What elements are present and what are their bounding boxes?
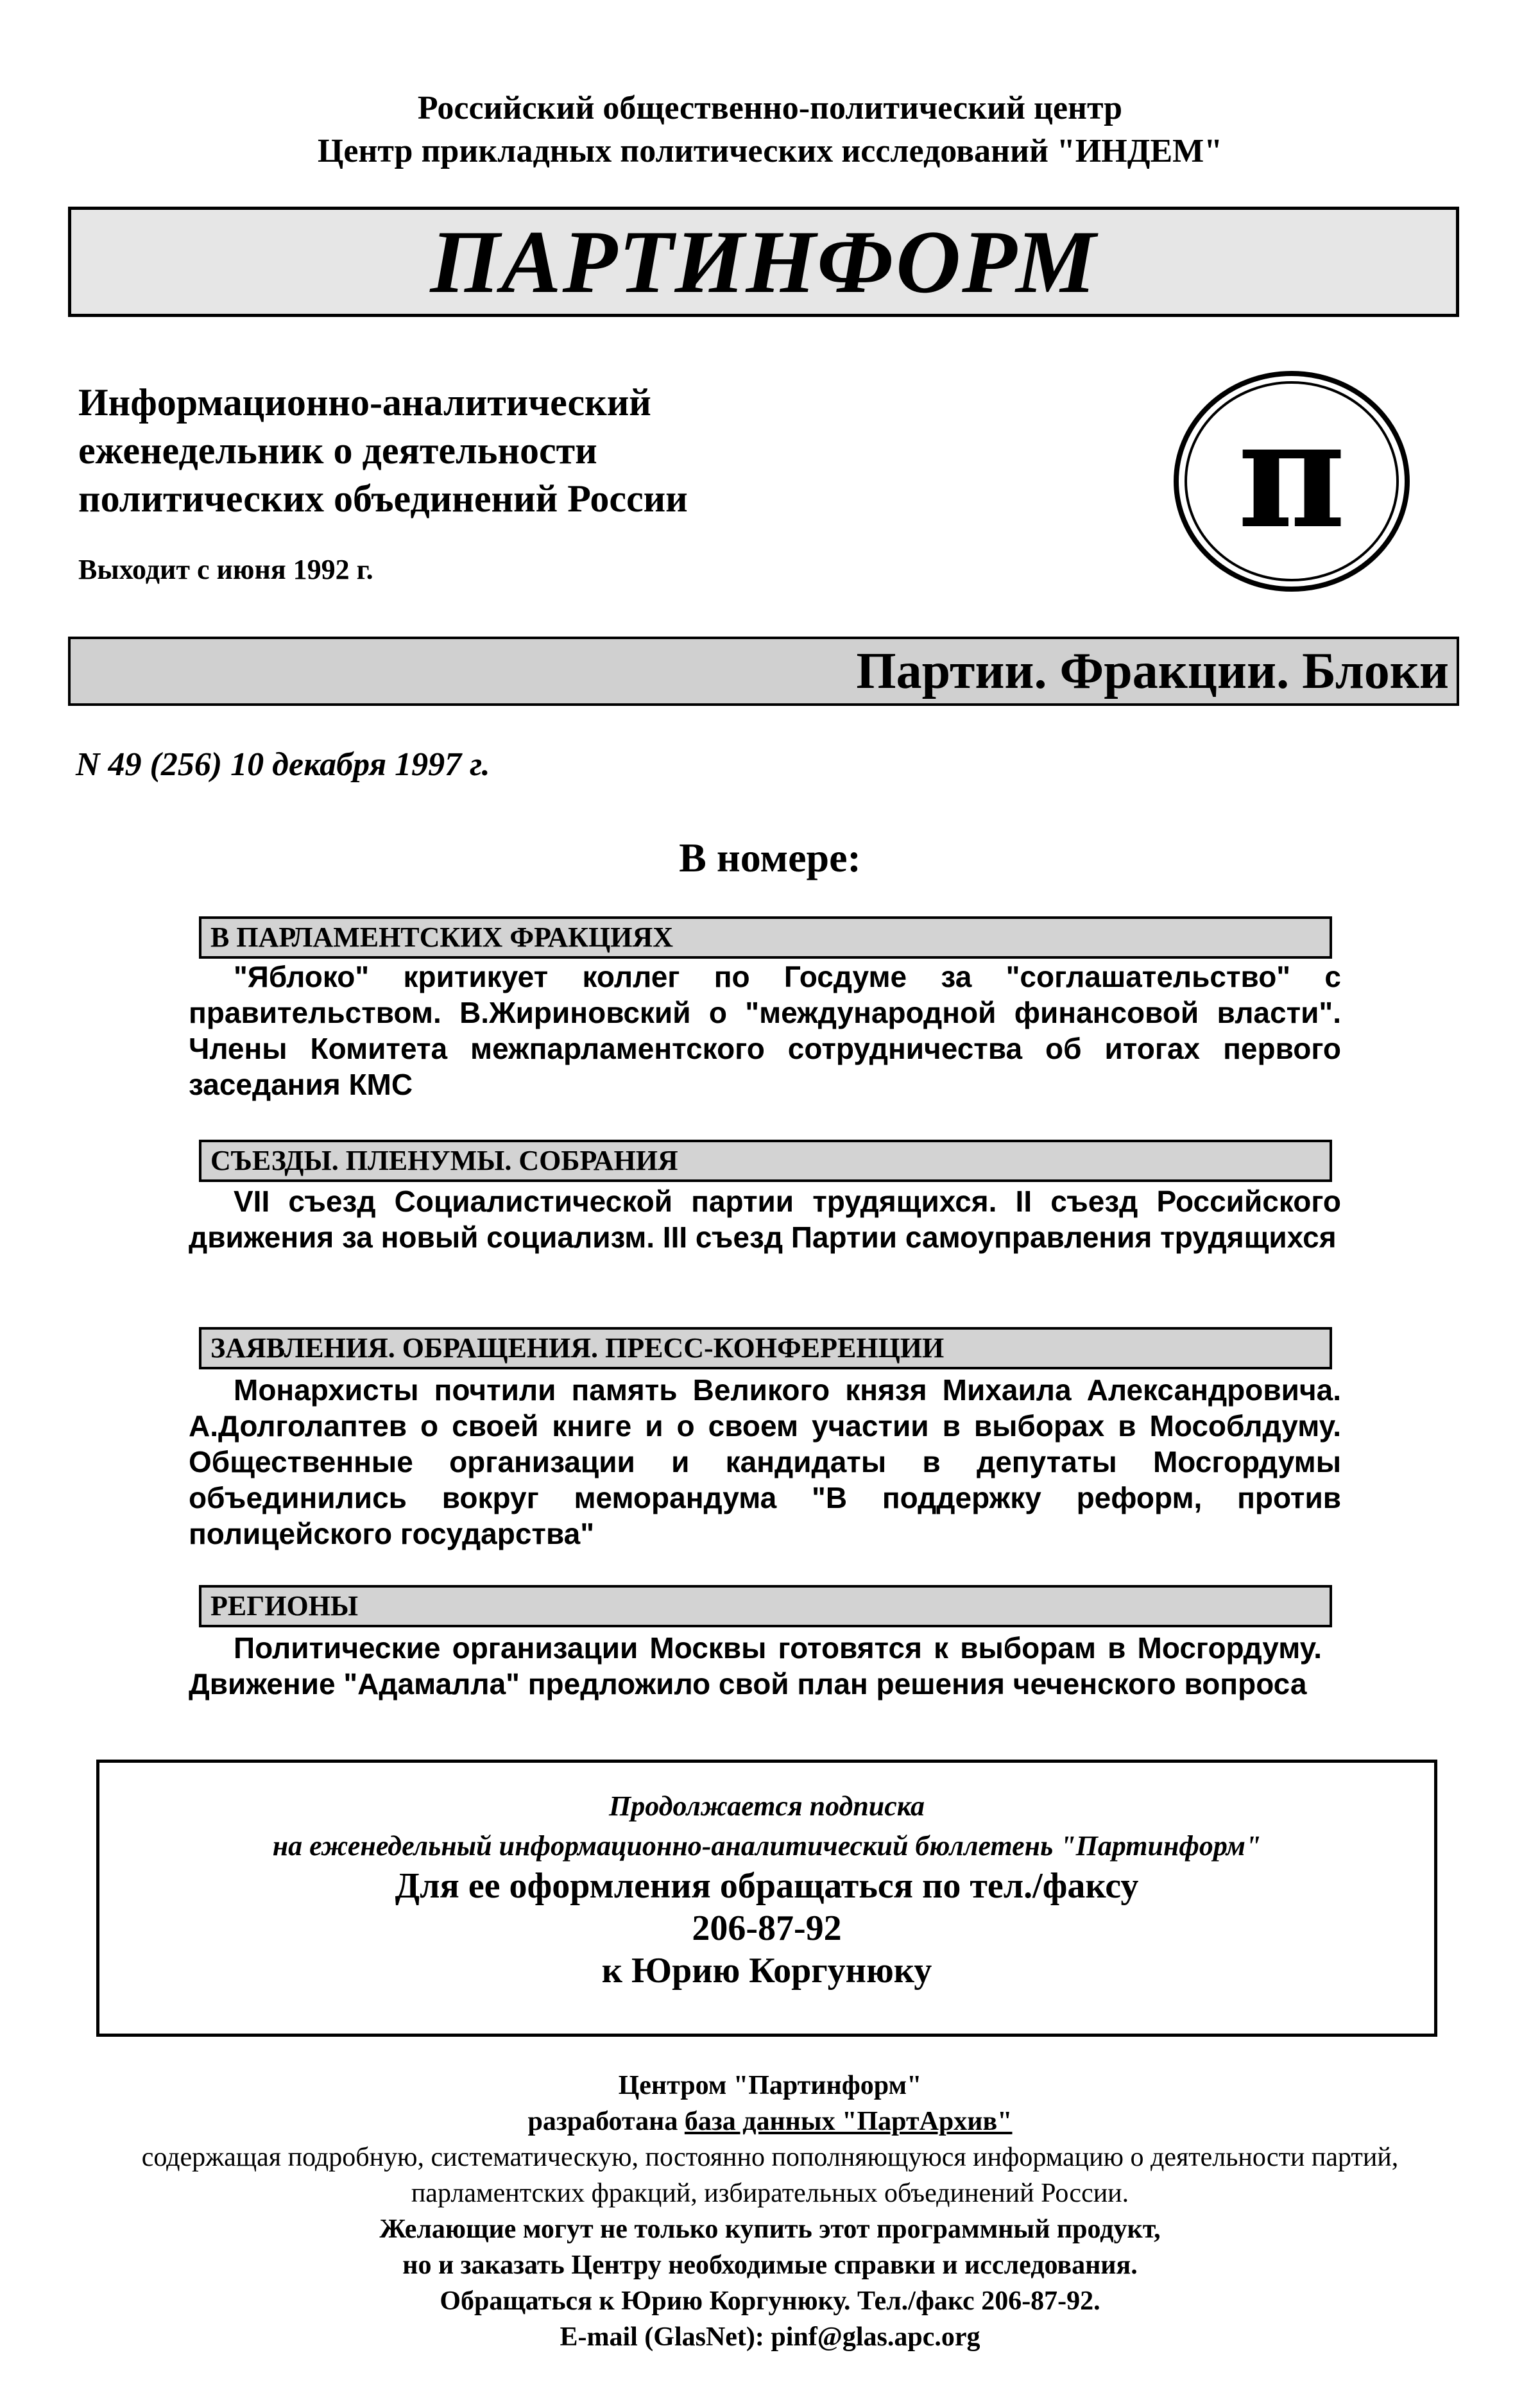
section-heading: СЪЕЗДЫ. ПЛЕНУМЫ. СОБРАНИЯ: [199, 1140, 1332, 1182]
since-note: Выходит с июня 1992 г.: [78, 554, 373, 585]
footer-line-8: [0, 2319, 1540, 2355]
pi-emblem-icon: [1167, 363, 1417, 600]
org-line-1: Российский общественно-политический центр: [417, 90, 1123, 126]
masthead-title: ПАРТИНФОРМ: [430, 212, 1097, 312]
subscription-phone: 206-87-92: [692, 1908, 842, 1948]
description-line-2: еженедельник о деятельности: [78, 429, 597, 472]
section-body: Политические организации Москвы готовятся к выборам в Мосгордуму. Движение "Адамалла" предложило свой план решения чеченского вопроса: [189, 1631, 1322, 1701]
footer-line-1: Центром "Партинформ": [618, 2071, 922, 2100]
rubric-title: Партии. Фракции. Блоки: [856, 642, 1449, 699]
description-line-1: Информационно-аналитический: [78, 381, 651, 424]
footer-line-2: [0, 2104, 1540, 2139]
masthead-box: [68, 207, 1459, 317]
description-line-3: политических объединений России: [78, 477, 688, 520]
pi-glyph: π: [1237, 388, 1346, 561]
footer-line-4: парламентских фракций, избирательных объединений России.: [411, 2179, 1129, 2208]
issue-number: N 49 (256) 10 декабря 1997 г.: [76, 746, 490, 783]
subscription-line-1: Продолжается подписка: [608, 1790, 925, 1822]
footer-line-5: Желающие могут не только купить этот программный продукт,: [379, 2215, 1161, 2244]
section-body: "Яблоко" критикует коллег по Госдуме за "соглашательство" с правительством. В.Жириновский о "международной финансовой власти". Члены Комитета межпарламентского сотрудничества об итогах первого заседания КМС: [189, 960, 1341, 1101]
footer-line-2-prefix: разработана: [527, 2107, 685, 2136]
rubric-bar: [68, 637, 1459, 706]
contents-heading: В номере:: [679, 835, 861, 880]
subscription-line-3: Для ее оформления обращаться по тел./факсу: [395, 1866, 1139, 1906]
email-link[interactable]: pinf@glas.apc.org: [771, 2322, 980, 2352]
subscription-box: [96, 1760, 1437, 2037]
subscription-line-2: на еженедельный информационно-аналитический бюллетень "Партинформ": [272, 1830, 1262, 1862]
email-label: E-mail (GlasNet):: [560, 2322, 771, 2352]
footer-line-7: Обращаться к Юрию Коргунюку. Тел./факс 206-87-92.: [440, 2286, 1100, 2316]
section-heading: РЕГИОНЫ: [199, 1585, 1332, 1627]
section-body: VII съезд Социалистической партии трудящихся. II съезд Российского движения за новый социализм. III съезд Партии самоуправления трудящихся: [189, 1185, 1341, 1254]
section-heading: В ПАРЛАМЕНТСКИХ ФРАКЦИЯХ: [199, 916, 1332, 959]
footer-line-3: содержащая подробную, систематическую, постоянно пополняющуюся информацию о деятельности партий,: [141, 2143, 1399, 2172]
footer: [0, 2068, 1540, 2355]
description: [78, 379, 688, 523]
subscription-contact: к Юрию Коргунюку: [601, 1951, 932, 1991]
section-heading: ЗАЯВЛЕНИЯ. ОБРАЩЕНИЯ. ПРЕСС-КОНФЕРЕНЦИИ: [199, 1327, 1332, 1369]
org-line-2: Центр прикладных политических исследований "ИНДЕМ": [317, 133, 1223, 169]
database-link[interactable]: база данных "ПартАрхив": [684, 2107, 1013, 2136]
footer-line-6: но и заказать Центру необходимые справки и исследования.: [402, 2250, 1138, 2280]
section-body: Монархисты почтили память Великого князя Михаила Александровича. А.Долголаптев о своей книге и о своем участии в выборах в Мособлдуму. Общественные организации и кандидаты в депутаты Мосгордумы объединились вокруг меморандума "В поддержку реформ, против полицейского государства": [189, 1373, 1341, 1550]
